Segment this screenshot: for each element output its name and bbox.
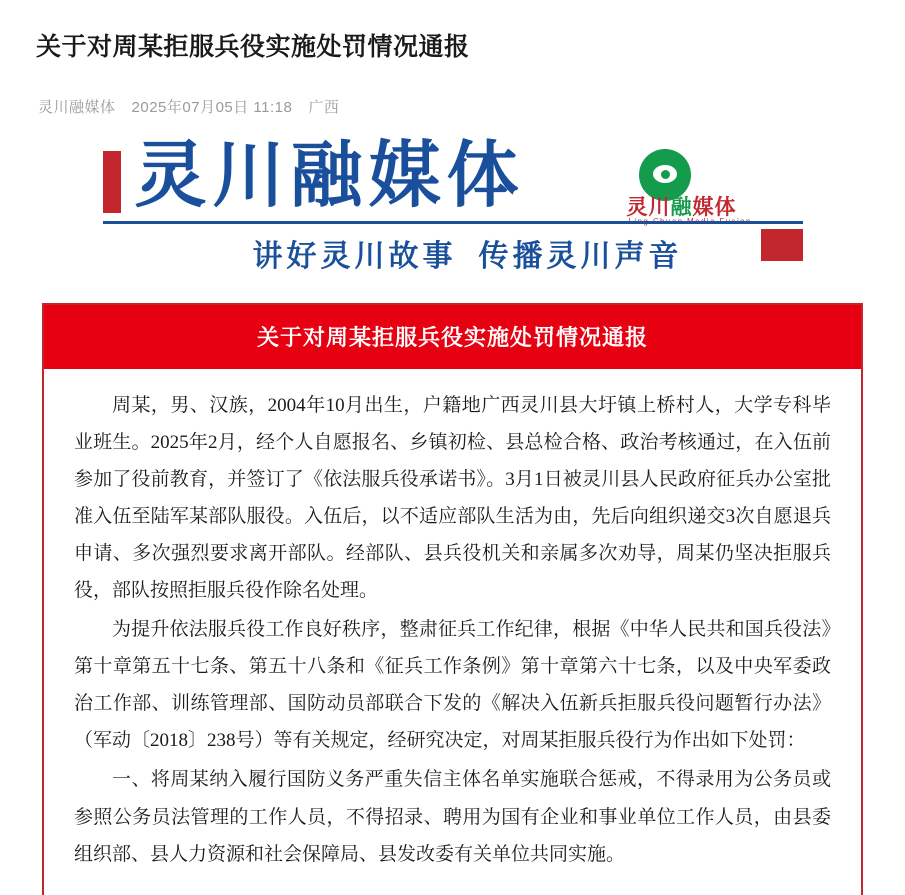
meta-location: 广西 xyxy=(308,99,340,116)
meta-source: 灵川融媒体 xyxy=(38,99,116,116)
article-meta xyxy=(0,80,905,117)
notice-card xyxy=(42,303,863,895)
slogan-left: 讲好灵川故事 xyxy=(252,240,457,273)
masthead-red-square-icon xyxy=(761,229,803,261)
slogan-right: 传播灵川声音 xyxy=(478,240,683,273)
masthead-divider xyxy=(103,221,803,224)
badge-cn-left: 灵川 xyxy=(626,196,671,219)
badge-cn-right: 媒体 xyxy=(692,196,737,219)
masthead-title: 灵川融媒体 xyxy=(134,133,525,217)
badge-cn-accent: 融 xyxy=(670,196,693,219)
masthead-red-bar-icon xyxy=(103,151,121,213)
page-title: 关于对周某拒服兵役实施处罚情况通报 xyxy=(36,32,470,61)
article-page xyxy=(0,17,905,895)
notice-paragraph: 周某，男、汉族，2004年10月出生，户籍地广西灵川县大圩镇上桥村人，大学专科毕业班生。2025年2月，经个人自愿报名、乡镇初检、县总检合格、政治考核通过，在入伍前参加了役前教育，并签订了《依法服兵役承诺书》。3月1日被灵川县人民政府征兵办公室批准入伍至陆军某部队服役。入伍后，以不适应部队生活为由，先后向组织递交3次自愿退兵申请、多次强烈要求离开部队。经部队、县兵役机关和亲属多次劝导，周某仍坚决拒服兵役，部队按照拒服兵役作除名处理。 xyxy=(74,395,831,602)
masthead-logo xyxy=(103,133,803,273)
notice-paragraph: 一、将周某纳入履行国防义务严重失信主体名单实施联合惩戒，不得录用为公务员或参照公务员法管理的工作人员，不得招录、聘用为国有企业和事业单位工作人员，由县委组织部、县人力资源和社会保障局、县发改委有关单位共同实施。 xyxy=(74,769,831,865)
notice-body xyxy=(44,369,861,895)
meta-datetime: 2025年07月05日 11:18 xyxy=(131,99,293,116)
notice-paragraph: 为提升依法服兵役工作良好秩序，整肃征兵工作纪律，根据《中华人民共和国兵役法》第十章第五十七条、第五十八条和《征兵工作条例》第十章第六十七条，以及中央军委政治工作部、训练管理部、国防动员部联合下发的《解决入伍新兵拒服兵役问题暂行办法》（军动〔2018〕238号）等有关规定，经研究决定，对周某拒服兵役行为作出如下处罚： xyxy=(74,619,831,752)
notice-banner-title: 关于对周某拒服兵役实施处罚情况通报 xyxy=(44,305,861,369)
masthead-slogan xyxy=(253,231,683,275)
